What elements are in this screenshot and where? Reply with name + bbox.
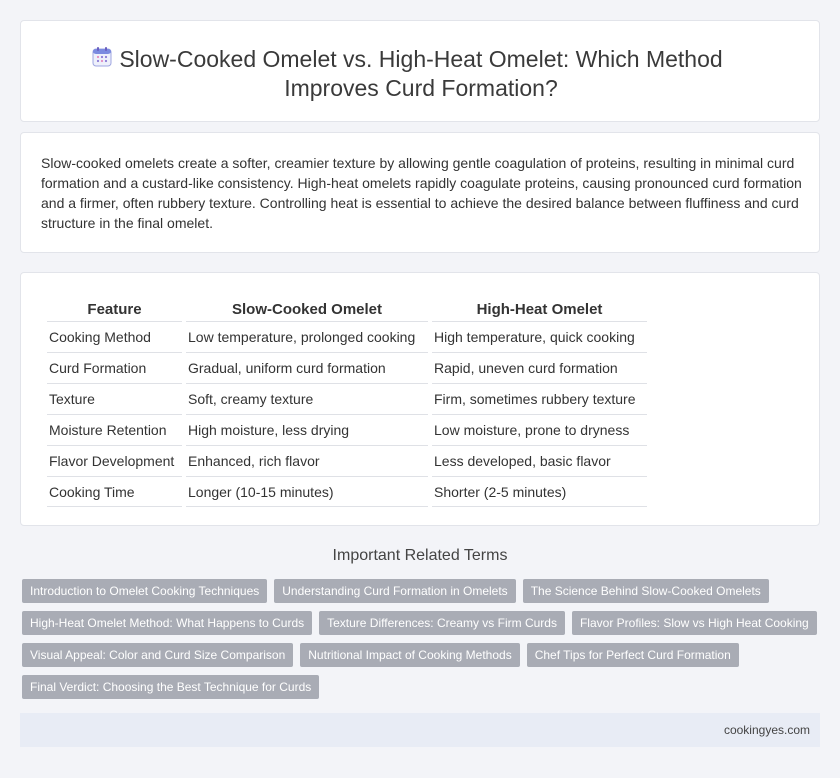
table-cell: Firm, sometimes rubbery texture <box>432 383 647 414</box>
related-term-tag[interactable]: Final Verdict: Choosing the Best Technique for Curds <box>22 675 319 699</box>
title-card <box>20 20 820 122</box>
table-cell: Low moisture, prone to dryness <box>432 414 647 445</box>
related-terms-heading: Important Related Terms <box>332 547 508 564</box>
comparison-table-card <box>20 272 820 526</box>
comparison-table <box>43 297 651 507</box>
table-cell: Texture <box>47 383 182 414</box>
related-term-tag[interactable]: Visual Appeal: Color and Curd Size Comparison <box>22 643 293 667</box>
table-cell: Curd Formation <box>47 352 182 383</box>
tag-row <box>22 579 822 603</box>
table-cell: Low temperature, prolonged cooking <box>186 321 428 352</box>
table-header-row <box>47 297 647 321</box>
footer <box>20 713 820 747</box>
table-cell: Soft, creamy texture <box>186 383 428 414</box>
table-cell: Enhanced, rich flavor <box>186 445 428 476</box>
table-cell: Less developed, basic flavor <box>432 445 647 476</box>
related-terms-list <box>22 579 822 707</box>
related-term-tag[interactable]: Texture Differences: Creamy vs Firm Curds <box>319 611 565 635</box>
tag-row <box>22 675 822 699</box>
table-row <box>47 321 647 352</box>
related-term-tag[interactable]: Introduction to Omelet Cooking Techniques <box>22 579 267 603</box>
table-row <box>47 352 647 383</box>
table-cell: Shorter (2-5 minutes) <box>432 476 647 507</box>
page-title <box>21 45 821 103</box>
table-cell: Longer (10-15 minutes) <box>186 476 428 507</box>
related-term-tag[interactable]: Flavor Profiles: Slow vs High Heat Cooking <box>572 611 817 635</box>
related-term-tag[interactable]: The Science Behind Slow-Cooked Omelets <box>523 579 769 603</box>
table-cell: Cooking Time <box>47 476 182 507</box>
table-cell: Cooking Method <box>47 321 182 352</box>
footer-site-link[interactable]: cookingyes.com <box>723 723 810 737</box>
table-cell: Rapid, uneven curd formation <box>432 352 647 383</box>
tag-row <box>22 611 822 635</box>
tag-row <box>22 643 822 667</box>
table-header-cell: High-Heat Omelet <box>476 300 603 318</box>
table-row <box>47 445 647 476</box>
summary-text: Slow-cooked omelets create a softer, creamier texture by allowing gentle coagulation of proteins, resulting in minimal curd formation and a custard-like consistency. High-heat omelets rapidly coagulate proteins, causing pronounced curd formation and a firmer, often rubbery texture. Controlling heat is essential to achieve the desired balance between fluffiness and curd structure in the final omelet. <box>41 155 802 231</box>
related-term-tag[interactable]: Nutritional Impact of Cooking Methods <box>300 643 519 667</box>
table-row <box>47 414 647 445</box>
table-header-cell: Feature <box>87 300 142 318</box>
summary-card <box>20 132 820 253</box>
table-row <box>47 476 647 507</box>
table-header-cell: Slow-Cooked Omelet <box>231 300 383 318</box>
table-cell: High moisture, less drying <box>186 414 428 445</box>
table-cell: Flavor Development <box>47 445 182 476</box>
page-title-line-2: Improves Curd Formation? <box>284 75 558 101</box>
table-row <box>47 383 647 414</box>
page-title-line-1: Slow-Cooked Omelet vs. High-Heat Omelet: Which Method <box>119 46 723 72</box>
table-cell: High temperature, quick cooking <box>432 321 647 352</box>
related-term-tag[interactable]: Chef Tips for Perfect Curd Formation <box>527 643 739 667</box>
related-term-tag[interactable]: Understanding Curd Formation in Omelets <box>274 579 515 603</box>
table-cell: Moisture Retention <box>47 414 182 445</box>
related-term-tag[interactable]: High-Heat Omelet Method: What Happens to Curds <box>22 611 312 635</box>
table-cell: Gradual, uniform curd formation <box>186 352 428 383</box>
